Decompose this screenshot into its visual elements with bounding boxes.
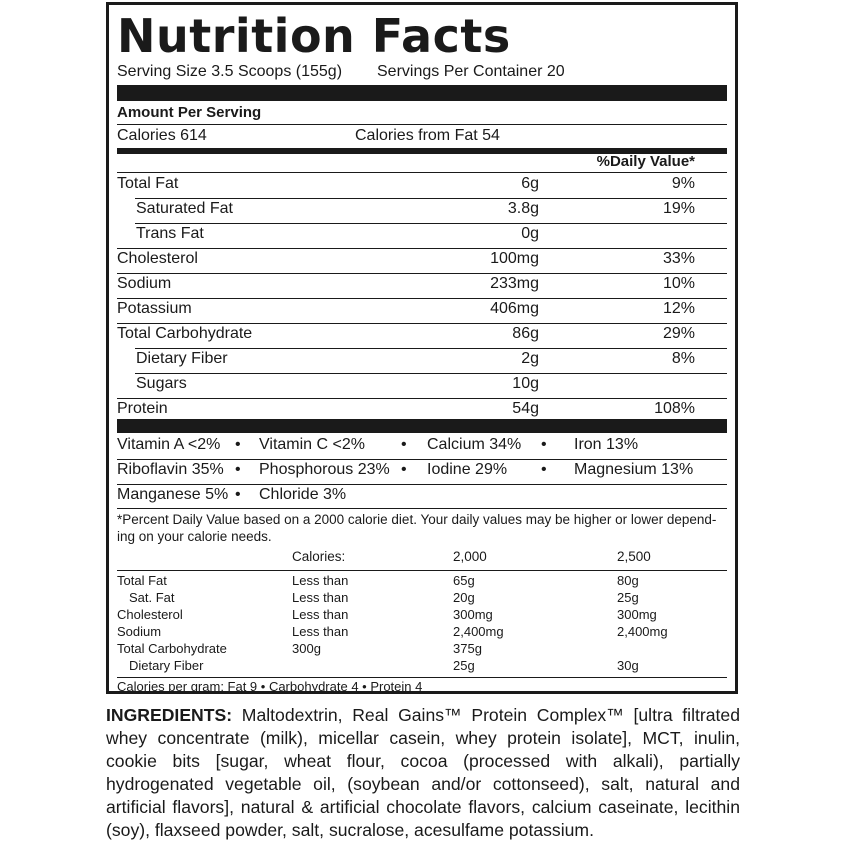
nutrient-amount: 86g (512, 325, 539, 342)
dv-row-qualifier: 300g (292, 641, 321, 656)
nutrient-row-saturated-fat (117, 199, 727, 223)
ingredients-block (106, 704, 740, 842)
dv-row-2500: 80g (617, 573, 639, 588)
bullet: • (235, 436, 241, 453)
nutrient-daily-value: 10% (662, 275, 695, 292)
nutrient-row-cholesterol (117, 249, 727, 273)
dv-row-2000: 20g (453, 590, 475, 605)
nutrition-facts-label (106, 2, 738, 694)
nutrient-row-sugars (117, 374, 727, 398)
nutrient-row-total-carbohydrate (117, 324, 727, 348)
nutrient-daily-value: 8% (671, 350, 695, 367)
dv-row-2000: 375g (453, 641, 482, 656)
serving-size: Serving Size 3.5 Scoops (155g) (117, 63, 343, 80)
nutrient-name: Cholesterol (117, 250, 198, 267)
dv-row-qualifier: Less than (292, 607, 349, 622)
daily-value-header: %Daily Value* (596, 153, 695, 170)
dv-row-label: Sodium (117, 624, 162, 639)
nutrient-row-sodium (117, 274, 727, 298)
dv-row-2000: 300mg (453, 607, 493, 622)
nutrient-name: Potassium (117, 300, 192, 317)
nutrient-amount: 100mg (490, 250, 539, 267)
vitamin-a: Vitamin A <2% (117, 436, 221, 453)
nutrient-row-potassium (117, 299, 727, 323)
nutrient-row-trans-fat (117, 224, 727, 248)
nutrient-amount: 54g (512, 400, 539, 417)
nutrient-name: Saturated Fat (136, 200, 233, 217)
divider (117, 484, 727, 485)
nutrient-amount: 406mg (490, 300, 539, 317)
nutrient-daily-value: 19% (662, 200, 695, 217)
bullet: • (541, 436, 547, 453)
bullet: • (235, 486, 241, 503)
magnesium: Magnesium 13% (574, 461, 694, 478)
calories: Calories 614 (117, 127, 207, 144)
dv-row-2000: 25g (453, 658, 475, 673)
dv-row-2500: 300mg (617, 607, 657, 622)
dv-row-label: Dietary Fiber (129, 658, 204, 673)
nutrient-amount: 10g (512, 375, 539, 392)
nutrient-daily-value: 12% (662, 300, 695, 317)
nutrient-name: Sugars (136, 375, 187, 392)
dv-row-2000: 2,400mg (453, 624, 504, 639)
footnote-line-1: *Percent Daily Value based on a 2000 calorie diet. Your daily values may be higher or lower depend- (117, 512, 717, 527)
nutrient-amount: 2g (521, 350, 539, 367)
nutrient-row-total-fat (117, 174, 727, 198)
nutrient-daily-value: 33% (662, 250, 695, 267)
chloride: Chloride 3% (259, 486, 347, 503)
ingredients-text: Maltodextrin, Real Gains™ Protein Complex™ [ultra filtrated whey concentrate (milk), micellar casein, whey protein isolate], MCT, inulin, cookie bits [sugar, wheat flour, cocoa (processed with alkali), partially hydrogenated vegetable oil, (soybean and/or cottonseed), salt, natural and artificial flavors], natural & artificial chocolate flavors, calcium caseinate, lecithin (soy), flaxseed powder, salt, sucralose, acesulfame potassium. (106, 705, 740, 840)
dv-row-2500: 25g (617, 590, 639, 605)
nutrient-amount: 233mg (490, 275, 539, 292)
dv-row-2500: 2,400mg (617, 624, 668, 639)
nutrient-amount: 6g (521, 175, 539, 192)
bullet: • (235, 461, 241, 478)
nutrient-daily-value: 9% (671, 175, 695, 192)
dv-table-header-2500: 2,500 (617, 549, 651, 564)
dv-row-label: Cholesterol (117, 607, 183, 622)
divider (117, 570, 727, 571)
divider (117, 677, 727, 678)
nutrient-name: Trans Fat (136, 225, 204, 242)
dv-row-label: Total Carbohydrate (117, 641, 227, 656)
dv-row-label: Sat. Fat (129, 590, 175, 605)
nutrient-amount: 0g (521, 225, 539, 242)
nutrient-name: Total Carbohydrate (117, 325, 253, 342)
dv-table-header-calories: Calories: (292, 549, 346, 564)
calories-per-gram: Calories per gram: Fat 9 • Carbohydrate 4 • Protein 4 (117, 679, 423, 694)
calcium: Calcium 34% (427, 436, 522, 453)
thick-divider-vitamins (117, 419, 727, 433)
servings-per-container: Servings Per Container 20 (377, 63, 565, 80)
divider (117, 459, 727, 460)
dv-row-qualifier: Less than (292, 590, 349, 605)
nutrient-name: Dietary Fiber (136, 350, 228, 367)
iron: Iron 13% (574, 436, 639, 453)
vitamin-c: Vitamin C <2% (259, 436, 365, 453)
dv-row-2500: 30g (617, 658, 639, 673)
iodine: Iodine 29% (427, 461, 508, 478)
manganese: Manganese 5% (117, 486, 229, 503)
label-title: Nutrition Facts (117, 9, 511, 63)
nutrient-name: Total Fat (117, 175, 179, 192)
dv-row-qualifier: Less than (292, 624, 349, 639)
bullet: • (541, 461, 547, 478)
nutrient-daily-value: 108% (654, 400, 695, 417)
dv-table-header-2000: 2,000 (453, 549, 487, 564)
nutrient-amount: 3.8g (507, 200, 539, 217)
phosphorous: Phosphorous 23% (259, 461, 390, 478)
nutrient-row-dietary-fiber (117, 349, 727, 373)
thick-divider-top (117, 85, 727, 101)
nutrient-name: Sodium (117, 275, 172, 292)
divider (117, 508, 727, 509)
divider (117, 124, 727, 125)
amount-per-serving: Amount Per Serving (117, 104, 262, 121)
riboflavin: Riboflavin 35% (117, 461, 224, 478)
nutrient-daily-value: 29% (662, 325, 695, 342)
bullet: • (401, 436, 407, 453)
dv-row-qualifier: Less than (292, 573, 349, 588)
bullet: • (401, 461, 407, 478)
calories-from-fat: Calories from Fat 54 (355, 127, 500, 144)
dv-row-label: Total Fat (117, 573, 167, 588)
nutrient-name: Protein (117, 400, 168, 417)
divider (117, 172, 727, 173)
dv-row-2000: 65g (453, 573, 475, 588)
footnote-line-2: ing on your calorie needs. (117, 529, 272, 544)
ingredients-label: INGREDIENTS: (106, 705, 233, 725)
